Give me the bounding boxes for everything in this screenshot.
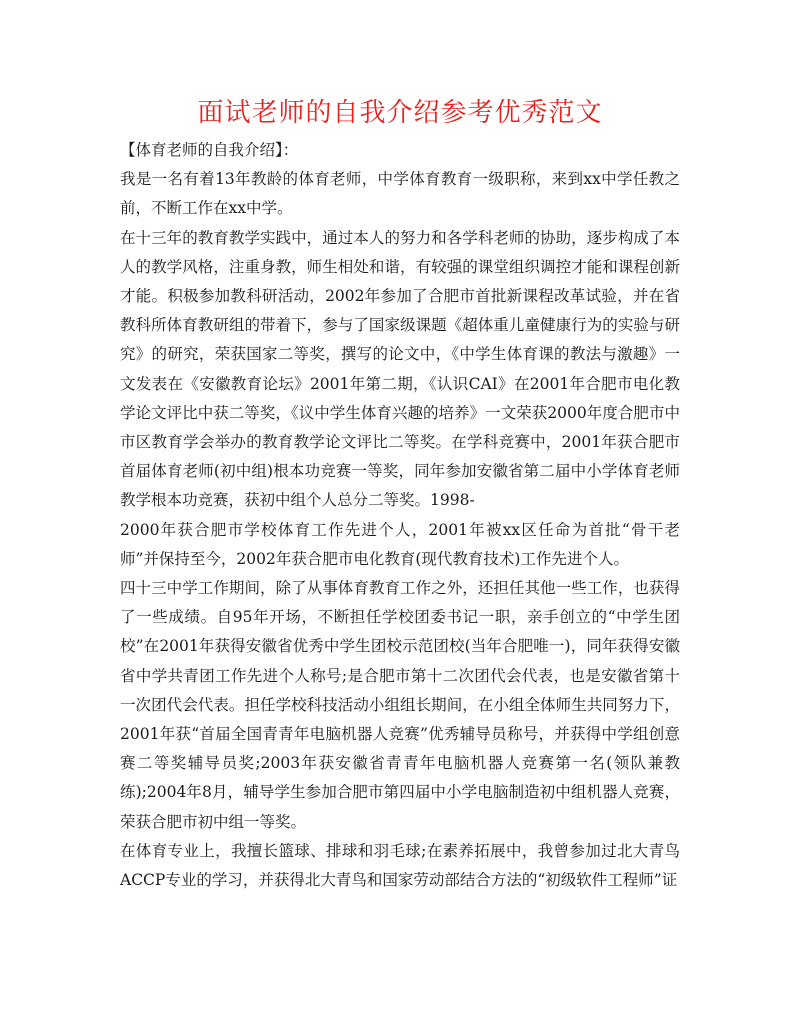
section-heading: 【体育老师的自我介绍】： bbox=[120, 141, 299, 159]
paragraph-intro: 我是一名有着13年教龄的体育老师，中学体育教育一级职称，来到xx中学任教之前，不断工作在xx中学。 bbox=[120, 170, 680, 218]
paragraph-teaching-practice: 在十三年的教育教学实践中，通过本人的努力和各学科老师的协助，逐步构成了本人的教学风格，注重身教，师生相处和谐，有较强的课堂组织调控才能和课程创新才能。积极参加教科研活动，2002年参加了合肥市首批新课程改革试验，并在省教科所体育教研组的带着下，参与了国家级课题《超体重儿童健康行为的实验与研究》的研究，荣获国家二等奖，撰写的论文中，《中学生体育课的教法与激趣》一文发表在《安徽教育论坛》2001年第二期，《认识CAI》在2001年合肥市电化教学论文评比中获二等奖，《议中学生体育兴趣的培养》一文荣获2000年度合肥市中市区教育学会举办的教育教学论文评比二等奖。在学科竞赛中，2001年获合肥市首届体育老师(初中组)根本功竞赛一等奖，同年参加安徽省第二届中小学体育老师教学根本功竞赛，获初中组个人总分二等奖。1998- bbox=[120, 228, 680, 510]
paragraph-awards: 2000年获合肥市学校体育工作先进个人，2001年被xx区任命为首批“骨干老师”并保持至今，2002年获合肥市电化教育(现代教育技术)工作先进个人。 bbox=[120, 520, 680, 568]
document-title: 面试老师的自我介绍参考优秀范文 bbox=[197, 98, 603, 128]
paragraph-other-work: 四十三中学工作期间，除了从事体育教育工作之外，还担任其他一些工作，也获得了一些成绩。自95年开场，不断担任学校团委书记一职，亲手创立的“中学生团校”在2001年获得安徽省优秀中学生团校示范团校(当年合肥唯一)，同年获得安徽省中学共青团工作先进个人称号;是合肥市第十二次团代会代表，也是安徽省第十一次团代会代表。担任学校科技活动小组组长期间，在小组全体师生共同努力下，2001年获“首届全国青青年电脑机器人竞赛”优秀辅导员称号，并获得中学组创意赛二等奖辅导员奖;2003年获安徽省青青年电脑机器人竞赛第一名(领队兼教练);2004年8月，辅导学生参加合肥市第四届中小学电脑制造初中组机器人竞赛，荣获合肥市初中组一等奖。 bbox=[120, 579, 680, 831]
paragraph-specialty: 在体育专业上，我擅长篮球、排球和羽毛球;在素养拓展中，我曾参加过北大青鸟ACCP专业的学习，并获得北大青鸟和国家劳动部结合方法的“初级软件工程师”证 bbox=[120, 841, 680, 890]
document-body bbox=[120, 136, 680, 895]
